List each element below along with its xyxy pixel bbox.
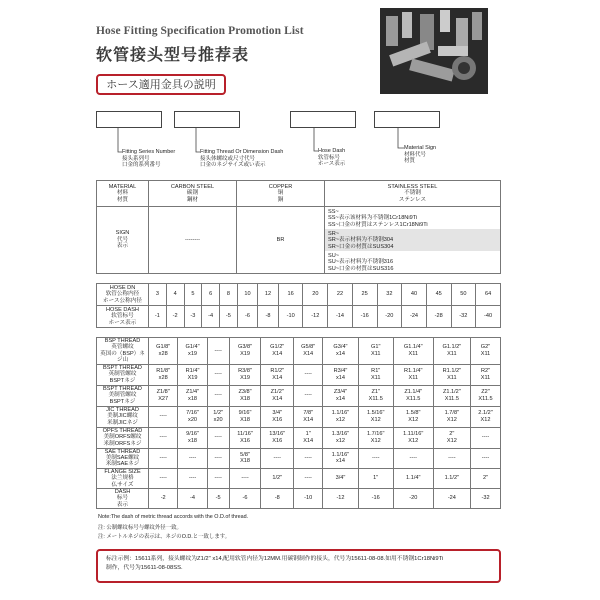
thread-cell: Z1/2" X14 [261,385,294,406]
thread-cell: ---- [229,468,261,488]
thread-cell: 7/16" x20 [178,406,207,427]
thread-row [97,468,501,488]
dash-cell: -3 [184,306,202,328]
thread-cell: 1.1/16" x14 [323,448,358,468]
thread-cell: 2.1/2" X12 [471,406,501,427]
thread-cell: -12 [323,489,358,509]
thread-row-label: JIC THREAD 美制JIC螺纹 米制JICネジ [97,406,149,427]
thread-cell: 1.7/8" X12 [433,406,470,427]
dash-table [96,283,501,328]
dn-cell: 22 [328,284,353,306]
dash-cell: -32 [451,306,476,328]
note-cn: 注: 公制螺纹标号与螺纹外径一致。 [98,525,182,531]
code-leader-lines [0,0,600,180]
dn-cell: 5 [184,284,202,306]
thread-row [97,406,501,427]
thread-cell: R3/4" x14 [323,364,358,385]
thread-cell: ---- [207,468,229,488]
dash-cell: -5 [220,306,238,328]
thread-cell: Z3/8" X18 [229,385,261,406]
thread-cell: 5/8" X18 [229,448,261,468]
thread-row [97,364,501,385]
sr-block: SR~ SR~表示材料为不锈钢304 SR~口金の材質はSUS304 [325,229,500,251]
dash-cell: -2 [166,306,184,328]
thread-cell: -32 [471,489,501,509]
table-cell [325,207,501,274]
dn-cell: 32 [377,284,402,306]
hose-dash-label: Hose Dash 软管标号 ホース表示 [318,148,346,167]
thread-cell: 7/8" X14 [294,406,323,427]
thread-row-label: SAE THREAD 美制SAE螺纹 米制SAEネジ [97,448,149,468]
copper-header: COPPER 铜 銅 [237,181,325,207]
thread-cell: G3/8" X19 [229,338,261,365]
dash-cell: -16 [352,306,377,328]
thread-cell: ---- [149,427,178,448]
thread-row [97,385,501,406]
ss-block: SS~ SS~表示该材料为不锈钢1Cr18Ni9Ti SS~口金の材質はステンレス1Cr18Ni9Ti [328,209,428,228]
thread-cell: ---- [178,448,207,468]
dash-cell: -6 [237,306,258,328]
thread-cell: 1.1/4" [393,468,433,488]
dash-cell: -8 [258,306,279,328]
thread-cell: R1/8" x28 [149,364,178,385]
note-en: Note:The dash of metric thread accords with the O.D.of thread. [98,514,249,520]
thread-cell: G1.1/2" X11 [433,338,470,365]
thread-cell: ---- [178,468,207,488]
thread-cell: ---- [358,448,393,468]
thread-row [97,489,501,509]
thread-cell: ---- [149,448,178,468]
material-header: MATERIAL 材料 材質 [97,181,149,207]
thread-cell: R1" X11 [358,364,393,385]
thread-cell: 1/2" x20 [207,406,229,427]
note-jp: 注: メートルネジの表示は、ネジのO.D.と一致します。 [98,534,231,540]
thread-cell: -20 [393,489,433,509]
material-label: Material Sign 材料代号 材質 [404,145,437,164]
thread-cell: R1/4" X19 [178,364,207,385]
thread-cell: 1.1/16" x12 [323,406,358,427]
thread-cell: Z1" X11.5 [358,385,393,406]
thread-cell: 1.1/2" [433,468,470,488]
dash-cell: -12 [303,306,328,328]
thread-cell: ---- [471,448,501,468]
thread-cell: 9/16" X18 [229,406,261,427]
title-en: Hose Fitting Specification Promotion List [96,25,304,37]
thread-cell: -24 [433,489,470,509]
thread-cell: ---- [207,385,229,406]
thread-cell: 3/4" X16 [261,406,294,427]
dn-cell: 8 [220,284,238,306]
thread-cell: ---- [433,448,470,468]
thread-cell: 1" X14 [294,427,323,448]
series-label: Fitting Series Number 接头系列号 口金的系列番号 [122,149,176,168]
thread-cell: Z1.1/4" X11.5 [393,385,433,406]
thread-row-label: FLANGE SIZE 法兰规格 仏サイズ [97,468,149,488]
thread-row-label: DASH 标号 表示 [97,489,149,509]
thread-cell: G1" X11 [358,338,393,365]
thread-cell: Z1.1/2" X11.5 [433,385,470,406]
dash-cell: -28 [426,306,451,328]
thread-cell: ---- [207,427,229,448]
dn-cell: 12 [258,284,279,306]
thread-cell: R3/8" X19 [229,364,261,385]
thread-cell: Z1/4" x18 [178,385,207,406]
thread-cell: 1.3/16" x12 [323,427,358,448]
dn-cell: 20 [303,284,328,306]
copper-sign: BR [237,207,325,274]
title-cn: 软管接头型号推荐表 [96,45,250,64]
thread-cell: 9/16" x18 [178,427,207,448]
thread-cell: -8 [261,489,294,509]
thread-row [97,338,501,365]
thread-cell: 1.11/16" X12 [393,427,433,448]
thread-cell: ---- [207,448,229,468]
thread-cell: ---- [294,448,323,468]
dash-cell: -20 [377,306,402,328]
thread-cell: R1.1/4" X11 [393,364,433,385]
thread-row [97,448,501,468]
dn-cell: 3 [149,284,167,306]
thread-cell: R1/2" X14 [261,364,294,385]
thread-cell: G1/2" X14 [261,338,294,365]
dash-cell: -1 [149,306,167,328]
thread-cell: G1/4" x19 [178,338,207,365]
dn-cell: 25 [352,284,377,306]
material-table [96,180,501,274]
thread-cell: 1.5/16" X12 [358,406,393,427]
thread-cell: Z1/8" X27 [149,385,178,406]
thread-cell: 2" [471,468,501,488]
thread-cell: 1.5/8" X12 [393,406,433,427]
thread-cell: ---- [261,448,294,468]
dn-cell: 45 [426,284,451,306]
hose-dash-row-label: HOSE DASH 软管标号 ホース表示 [97,306,149,328]
thread-cell: R2" X11 [471,364,501,385]
thread-cell: 1" [358,468,393,488]
thread-cell: -10 [294,489,323,509]
dash-cell: -14 [328,306,353,328]
thread-cell: 11/16" X16 [229,427,261,448]
thread-cell: Z3/4" x14 [323,385,358,406]
thread-row-label: BSPT THREAD 美制管螺纹 BSPTネジ [97,385,149,406]
thread-cell: 3/4" [323,468,358,488]
dash-cell: -24 [402,306,427,328]
thread-cell: G1/8" x28 [149,338,178,365]
dn-cell: 10 [237,284,258,306]
thread-cell: G1.1/4" X11 [393,338,433,365]
thread-cell: ---- [471,427,501,448]
thread-cell: -6 [229,489,261,509]
dn-cell: 4 [166,284,184,306]
thread-cell: ---- [207,338,229,365]
thread-cell: 1/2" [261,468,294,488]
thread-row [97,427,501,448]
thread-table [96,337,501,509]
example-box [96,549,501,583]
thread-cell: -4 [178,489,207,509]
sign-label: SIGN 代号 表示 [97,207,149,274]
dn-cell: 6 [202,284,220,306]
thread-cell: G5/8" X14 [294,338,323,365]
thread-cell: ---- [149,468,178,488]
thread-cell: ---- [149,406,178,427]
example-line-2: 制作，代号为15611-08-08SS. [106,565,183,571]
thread-cell: 2" X12 [433,427,470,448]
thread-cell: -5 [207,489,229,509]
thread-cell: Z2" X11.5 [471,385,501,406]
title-jp-box: ホース適用金具の説明 [96,74,226,95]
example-line-1: 标注示例：15611系列，接头螺纹为Z1/2" x14,配用软管内径为12MM.用碳钢制作的接头，代号为15611-08-08.如用不锈钢1Cr18Ni9Ti [106,556,444,562]
thread-row-label: OPFS THREAD 美制ORFS螺纹 米制ORFSネジ [97,427,149,448]
thread-row-label: BSPT THREAD 英制管螺纹 BSPTネジ [97,364,149,385]
dn-cell: 16 [278,284,303,306]
dash-cell: -4 [202,306,220,328]
thread-cell: -16 [358,489,393,509]
dash-cell: -40 [476,306,501,328]
thread-cell: 13/16" X16 [261,427,294,448]
thread-label: Fitting Thread Or Dimension Dash 接头体螺纹或尺寸代号 口金のネジサイズ或い表示 [200,149,284,168]
carbon-sign: -------- [149,207,237,274]
thread-cell: ---- [393,448,433,468]
thread-cell: G2" X11 [471,338,501,365]
thread-cell: -2 [149,489,178,509]
thread-cell: G3/4" x14 [323,338,358,365]
carbon-header: CARBON STEEL 碳钢 鋼材 [149,181,237,207]
thread-cell: ---- [207,364,229,385]
dn-cell: 64 [476,284,501,306]
thread-cell: ---- [294,364,323,385]
dash-cell: -10 [278,306,303,328]
dn-cell: 50 [451,284,476,306]
thread-cell: R1.1/2" X11 [433,364,470,385]
dn-cell: 40 [402,284,427,306]
thread-cell: ---- [294,385,323,406]
hose-dn-label: HOSE DN 软管公称内径 ホース公称内径 [97,284,149,306]
thread-cell: 1.7/16" X12 [358,427,393,448]
thread-cell: ---- [294,468,323,488]
stainless-header: STAINLESS STEEL 不锈钢 ステンレス [325,181,501,207]
thread-row-label: BSP THREAD 英管螺纹 英国の（BSP）ネジ山 [97,338,149,365]
su-block: SU~ SU~表示材料为不锈钢316 SU~口金の材質はSUS316 [328,253,394,272]
